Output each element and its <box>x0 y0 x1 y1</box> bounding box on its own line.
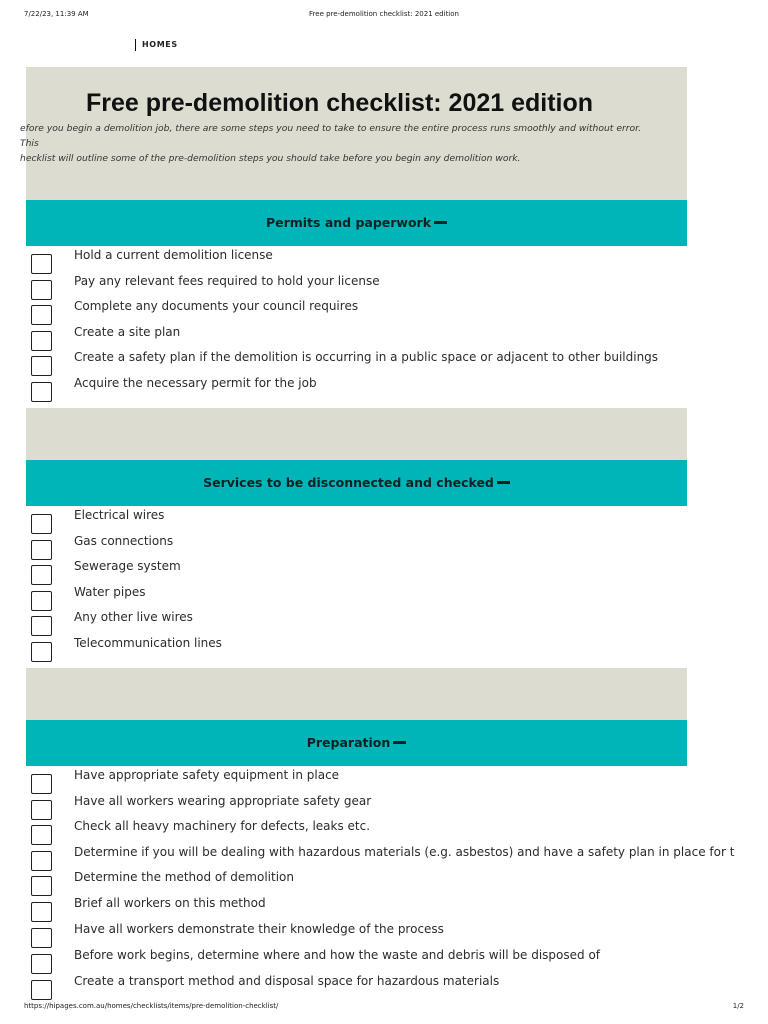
checkbox[interactable] <box>31 774 52 794</box>
list-item <box>26 634 687 658</box>
item-label: Check all heavy machinery for defects, leaks etc. <box>74 819 371 833</box>
list-item <box>26 766 687 790</box>
list-item <box>26 868 687 892</box>
collapse-minus-icon[interactable] <box>497 481 510 484</box>
section-header-services[interactable] <box>26 460 687 506</box>
print-datetime: 7/22/23, 11:39 AM <box>24 10 89 18</box>
checkbox[interactable] <box>31 254 52 274</box>
item-label: Pay any relevant fees required to hold your license <box>74 274 380 288</box>
section-list-permits <box>26 246 687 408</box>
section-header-permits[interactable] <box>26 200 687 246</box>
collapse-minus-icon[interactable] <box>393 741 406 744</box>
checkbox[interactable] <box>31 382 52 402</box>
list-item <box>26 894 687 918</box>
item-label: Create a transport method and disposal space for hazardous materials <box>74 974 500 988</box>
list-item <box>26 817 687 841</box>
page-title: Free pre-demolition checklist: 2021 edition <box>85 89 594 117</box>
section-divider <box>26 408 687 460</box>
print-title: Free pre-demolition checklist: 2021 edition <box>309 10 459 18</box>
item-label: Gas connections <box>74 534 174 548</box>
section-title-preparation: Preparation <box>306 735 391 750</box>
checkbox[interactable] <box>31 902 52 922</box>
list-item <box>26 272 687 296</box>
item-label: Before work begins, determine where and how the waste and debris will be disposed of <box>74 948 601 962</box>
section-list-preparation <box>26 766 735 1001</box>
item-label: Water pipes <box>74 585 146 599</box>
item-label: Any other live wires <box>74 610 193 624</box>
item-label: Determine if you will be dealing with hazardous materials (e.g. asbestos) and have a safety plan in place for t <box>74 845 735 859</box>
section-header-preparation[interactable] <box>26 720 687 766</box>
item-label: Have appropriate safety equipment in place <box>74 768 340 782</box>
list-item <box>26 297 687 321</box>
brand-link-homes[interactable]: HOMES <box>135 39 178 51</box>
list-item <box>26 946 687 970</box>
item-label: Have all workers demonstrate their knowledge of the process <box>74 922 444 936</box>
checkbox[interactable] <box>31 565 52 585</box>
list-item <box>26 920 687 944</box>
list-item <box>26 348 687 372</box>
checkbox[interactable] <box>31 980 52 1000</box>
collapse-minus-icon[interactable] <box>434 221 447 224</box>
list-item <box>26 323 687 347</box>
item-label: Create a site plan <box>74 325 181 339</box>
item-label: Sewerage system <box>74 559 181 573</box>
checkbox[interactable] <box>31 876 52 896</box>
section-title-services: Services to be disconnected and checked <box>203 475 494 490</box>
checkbox[interactable] <box>31 305 52 325</box>
item-label: Brief all workers on this method <box>74 896 266 910</box>
checkbox[interactable] <box>31 514 52 534</box>
list-item <box>26 792 687 816</box>
section-title-permits: Permits and paperwork <box>265 215 432 230</box>
checkbox[interactable] <box>31 616 52 636</box>
intro-line-1: efore you begin a demolition job, there are some steps you need to take to ensure the entire process runs smoothly and without error. This <box>20 123 641 149</box>
section-divider <box>26 668 687 720</box>
intro-line-2: hecklist will outline some of the pre-demolition steps you should take before you begin any demolition work. <box>20 153 521 164</box>
item-label: Determine the method of demolition <box>74 870 294 884</box>
print-footer <box>24 1002 744 1014</box>
hero-banner <box>20 67 687 200</box>
list-item <box>26 608 687 632</box>
item-label: Have all workers wearing appropriate safety gear <box>74 794 372 808</box>
checkbox[interactable] <box>31 928 52 948</box>
intro-text <box>20 121 660 166</box>
list-item <box>26 506 687 530</box>
print-url: https://hipages.com.au/homes/checklists/items/pre-demolition-checklist/ <box>24 1002 279 1010</box>
item-label: Acquire the necessary permit for the job <box>74 376 317 390</box>
item-label: Create a safety plan if the demolition is occurring in a public space or adjacent to other buildings <box>74 350 659 364</box>
page-number: 1/2 <box>732 1002 744 1010</box>
item-label: Hold a current demolition license <box>74 248 273 262</box>
list-item <box>26 583 687 607</box>
item-label: Electrical wires <box>74 508 165 522</box>
list-item <box>26 532 687 556</box>
item-label: Telecommunication lines <box>74 636 222 650</box>
checkbox[interactable] <box>31 642 52 662</box>
list-item <box>26 557 687 581</box>
item-label: Complete any documents your council requires <box>74 299 359 313</box>
print-header <box>24 10 744 22</box>
checklist-page <box>20 67 735 1001</box>
list-item <box>26 246 687 270</box>
checkbox[interactable] <box>31 825 52 845</box>
list-item <box>26 972 687 996</box>
section-list-services <box>26 506 687 668</box>
list-item <box>26 843 735 867</box>
checkbox[interactable] <box>31 356 52 376</box>
list-item <box>26 374 687 398</box>
checkbox[interactable] <box>31 954 52 974</box>
